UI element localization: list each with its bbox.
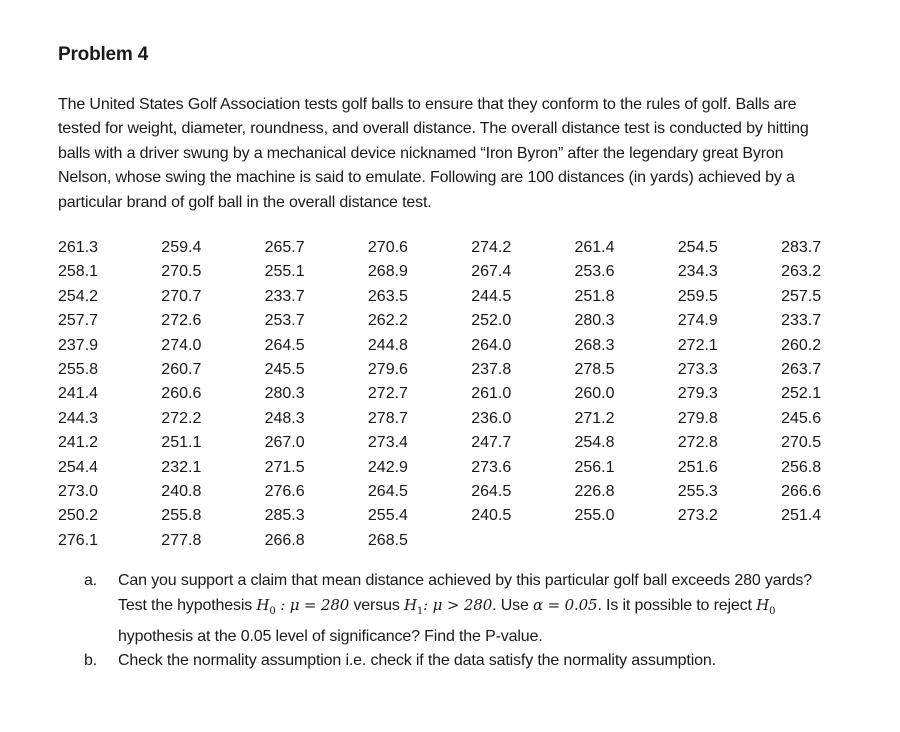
data-cell: 266.6 [781, 482, 822, 500]
data-cell: 245.5 [264, 360, 305, 378]
data-cell: 252.0 [471, 312, 512, 330]
data-cell: 266.8 [264, 531, 305, 549]
data-cell: 283.7 [781, 239, 822, 256]
data-cell: 259.4 [161, 239, 202, 256]
data-cell: 272.8 [677, 434, 718, 452]
data-cell: 267.4 [471, 263, 512, 281]
data-cell: 263.7 [781, 360, 822, 378]
data-cell: 273.6 [471, 458, 512, 476]
data-cell: 244.3 [58, 409, 99, 427]
data-cell: 263.5 [367, 287, 408, 305]
h1-symbol: H [403, 596, 417, 615]
question-a-letter: a. [84, 572, 98, 589]
null-hypothesis [256, 596, 350, 618]
data-cell: 279.6 [367, 360, 408, 378]
data-row [58, 382, 884, 406]
data-cell: 251.8 [574, 287, 615, 305]
data-cell: 273.2 [677, 507, 718, 525]
data-cell: 272.6 [161, 312, 202, 330]
data-cell: 264.5 [367, 482, 408, 500]
question-a-part-3: . Is it possible to reject [597, 597, 757, 615]
data-cell: 251.1 [161, 434, 202, 452]
data-cell: 260.0 [574, 385, 615, 403]
data-cell: 254.2 [58, 287, 99, 305]
question-b [84, 649, 844, 673]
data-cell: 256.8 [781, 458, 822, 476]
data-cell: 277.8 [161, 531, 202, 549]
data-cell: 260.2 [781, 336, 822, 354]
data-cell: 264.0 [471, 336, 512, 354]
data-cell: 274.2 [471, 239, 512, 256]
data-cell: 274.0 [161, 336, 202, 354]
data-cell: 270.7 [161, 287, 202, 305]
data-row [58, 260, 884, 284]
data-row [58, 504, 884, 528]
data-row [58, 334, 884, 358]
data-cell: 280.3 [264, 385, 305, 403]
data-cell: 251.6 [677, 458, 718, 476]
h1-relation: : μ > 280 [423, 596, 493, 615]
data-cell: 279.3 [677, 385, 718, 403]
data-cell: 264.5 [264, 336, 305, 354]
data-row [58, 236, 884, 260]
data-cell: 278.5 [574, 360, 615, 378]
problem-title: Problem 4 [58, 44, 149, 65]
h0-relation: : μ = 280 [275, 596, 350, 615]
data-row [58, 456, 884, 480]
data-cell: 232.1 [161, 458, 202, 476]
data-row [58, 358, 884, 382]
data-cell: 274.9 [677, 312, 718, 330]
data-cell: 268.5 [367, 531, 408, 549]
data-cell: 257.5 [781, 287, 822, 305]
data-cell: 255.3 [677, 482, 718, 500]
data-cell: 248.3 [264, 409, 305, 427]
data-cell: 252.1 [781, 385, 822, 403]
h1-subscript: 1 [416, 606, 424, 618]
data-cell: 253.6 [574, 263, 615, 281]
data-cell: 261.3 [58, 239, 99, 256]
data-cell: 247.7 [471, 434, 512, 452]
alternative-hypothesis [403, 596, 493, 618]
question-list [84, 569, 844, 674]
data-cell: 271.2 [574, 409, 615, 427]
h0-symbol: H [256, 596, 270, 615]
data-cell: 260.6 [161, 385, 202, 403]
question-b-letter: b. [84, 652, 98, 670]
data-cell: 250.2 [58, 507, 99, 525]
data-cell: 264.5 [471, 482, 512, 500]
data-row [58, 285, 884, 309]
data-cell: 273.3 [677, 360, 718, 378]
data-row [58, 480, 884, 504]
data-row [58, 407, 884, 431]
data-cell: 279.8 [677, 409, 718, 427]
question-a-part-4: hypothesis at the 0.05 level of significance? Find the P-value. [118, 627, 543, 645]
data-row [58, 309, 884, 333]
data-cell: 272.2 [161, 409, 202, 427]
data-cell: 261.0 [471, 385, 512, 403]
h0-ref-subscript: 0 [769, 606, 776, 618]
data-cell: 253.7 [264, 312, 305, 330]
data-cell: 260.7 [161, 360, 202, 378]
data-cell: 272.7 [367, 385, 408, 403]
data-cell: 268.3 [574, 336, 615, 354]
data-cell: 271.5 [264, 458, 305, 476]
data-cell: 237.9 [58, 336, 99, 354]
data-cell: 251.4 [781, 507, 822, 525]
data-cell: 242.9 [367, 458, 408, 476]
data-cell: 241.2 [58, 434, 99, 452]
h0-ref-symbol: H [756, 596, 770, 615]
data-row [58, 529, 884, 553]
data-cell: 261.4 [574, 239, 615, 256]
data-cell: 256.1 [574, 458, 615, 476]
data-cell: 254.8 [574, 434, 615, 452]
h0-subscript: 0 [269, 606, 276, 618]
data-cell: 268.9 [367, 263, 408, 281]
null-hypothesis-ref [756, 596, 776, 618]
data-cell: 285.3 [264, 507, 305, 525]
data-cell: 280.3 [574, 312, 615, 330]
data-cell: 245.6 [781, 409, 822, 427]
data-cell: 265.7 [264, 239, 305, 256]
data-cell: 272.1 [677, 336, 718, 354]
data-cell: 255.8 [161, 507, 202, 525]
data-cell: 255.1 [264, 263, 305, 281]
data-cell: 255.4 [367, 507, 408, 525]
data-cell: 233.7 [781, 312, 822, 330]
data-cell: 267.0 [264, 434, 305, 452]
data-cell: 259.5 [677, 287, 718, 305]
data-cell: 226.8 [574, 482, 615, 500]
alpha-value: α = 0.05 [533, 596, 598, 615]
data-row [58, 431, 884, 455]
data-cell: 270.6 [367, 239, 408, 256]
versus-word: versus [349, 597, 404, 615]
question-b-text: Check the normality assumption i.e. check if the data satisfy the normality assumption. [118, 652, 716, 670]
data-cell: 258.1 [58, 263, 99, 281]
data-cell: 257.7 [58, 312, 99, 330]
question-a-text [118, 569, 844, 649]
data-cell: 234.3 [677, 263, 718, 281]
data-cell: 254.4 [58, 458, 99, 476]
data-cell: 237.8 [471, 360, 512, 378]
data-cell: 276.6 [264, 482, 305, 500]
data-cell: 254.5 [677, 239, 718, 256]
data-cell: 255.8 [58, 360, 99, 378]
data-cell: 255.0 [574, 507, 615, 525]
distance-data-table [58, 236, 884, 553]
data-cell: 270.5 [161, 263, 202, 281]
data-cell: 240.8 [161, 482, 202, 500]
data-cell: 233.7 [264, 287, 305, 305]
data-cell: 276.1 [58, 531, 99, 549]
problem-intro: The United States Golf Association tests golf balls to ensure that they conform to the rules of golf. Balls are tested for weight, diameter, roundness, and overall distance. The overall distance test is conducted by hitting balls with a driver swung by a mechanical device nicknamed “Iron Byron” after the legendary great Byron Nelson, whose swing the machine is said to emulate. Following are 100 distances (in yards) achieved by a particular brand of golf ball in the overall distance test. [58, 96, 809, 211]
data-cell: 240.5 [471, 507, 512, 525]
data-cell: 270.5 [781, 434, 822, 452]
question-a-part-2: . Use [492, 597, 533, 615]
question-a-part-1: Can you support a claim that mean distance achieved by this particular golf ball exceeds 280 yards? Test the hypothesis [118, 572, 812, 615]
data-cell: 244.8 [367, 336, 408, 354]
question-a [84, 569, 844, 649]
data-cell: 273.4 [367, 434, 408, 452]
data-cell: 262.2 [367, 312, 408, 330]
data-cell: 236.0 [471, 409, 512, 427]
data-cell: 278.7 [367, 409, 408, 427]
data-cell: 263.2 [781, 263, 822, 281]
data-cell: 244.5 [471, 287, 512, 305]
data-cell: 273.0 [58, 482, 99, 500]
data-cell: 241.4 [58, 385, 99, 403]
